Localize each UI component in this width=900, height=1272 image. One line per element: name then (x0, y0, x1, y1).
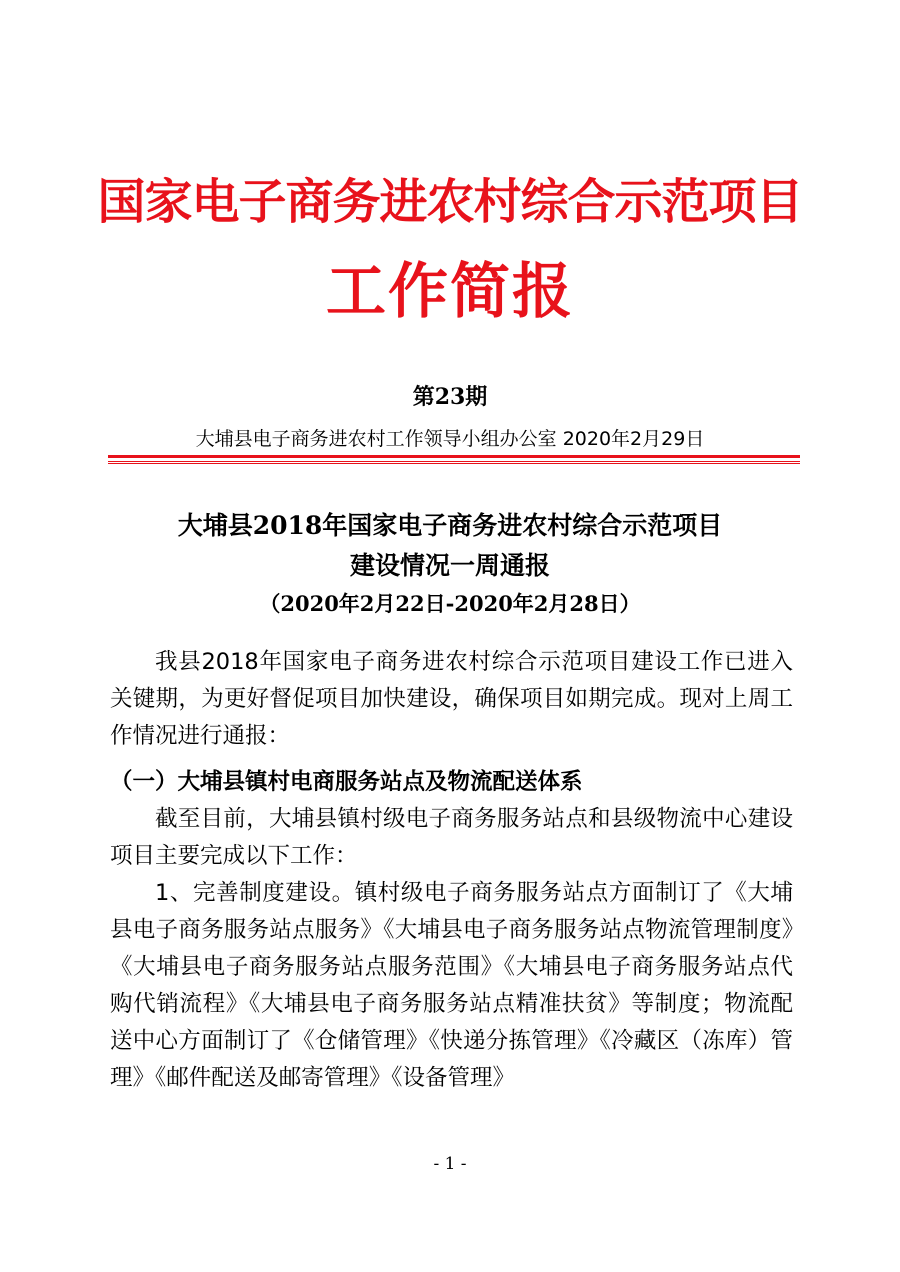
page-number: - 1 - (433, 1154, 467, 1174)
section-paragraph: 截至目前，大埔县镇村级电子商务服务站点和县级物流中心建设项目主要完成以下工作： (110, 806, 793, 869)
article-date-range: （2020年2月22日-2020年2月28日） (259, 591, 641, 616)
intro-paragraph: 我县2018年国家电子商务进农村综合示范项目建设工作已进入关键期，为更好督促项目加快建设，确保项目如期完成。现对上周工作情况进行通报： (110, 649, 793, 749)
section-paragraph-item-1: 1、完善制度建设。镇村级电子商务服务站点方面制订了《大埔县电子商务服务站点服务》《大埔县电子商务服务站点物流管理制度》《大埔县电子商务服务站点服务范围》《大埔县电子商务服务站点代购代销流程》《大埔县电子商务服务站点精准扶贫》等制度；物流配送中心方面制订了《仓储管理》《快递分拣管理》《冷藏区（冻库）管理》《邮件配送及邮寄管理》《设备管理》 (110, 880, 793, 1091)
masthead-subtitle: 工作简报 (326, 257, 574, 327)
article-title-line2: 建设情况一周通报 (349, 551, 550, 580)
section-heading: （一）大埔县镇村电商服务站点及物流配送体系 (110, 769, 583, 795)
red-divider-thin-2 (108, 463, 800, 464)
red-divider-thick (108, 455, 800, 458)
article-title-line1: 大埔县2018年国家电子商务进农村综合示范项目 (177, 511, 723, 540)
issue-number: 第23期 (412, 384, 488, 410)
issuer-line: 大埔县电子商务进农村工作领导小组办公室 2020年2月29日 (195, 428, 705, 450)
masthead-title: 国家电子商务进农村综合示范项目 (97, 174, 803, 230)
red-divider-thin (108, 461, 800, 462)
